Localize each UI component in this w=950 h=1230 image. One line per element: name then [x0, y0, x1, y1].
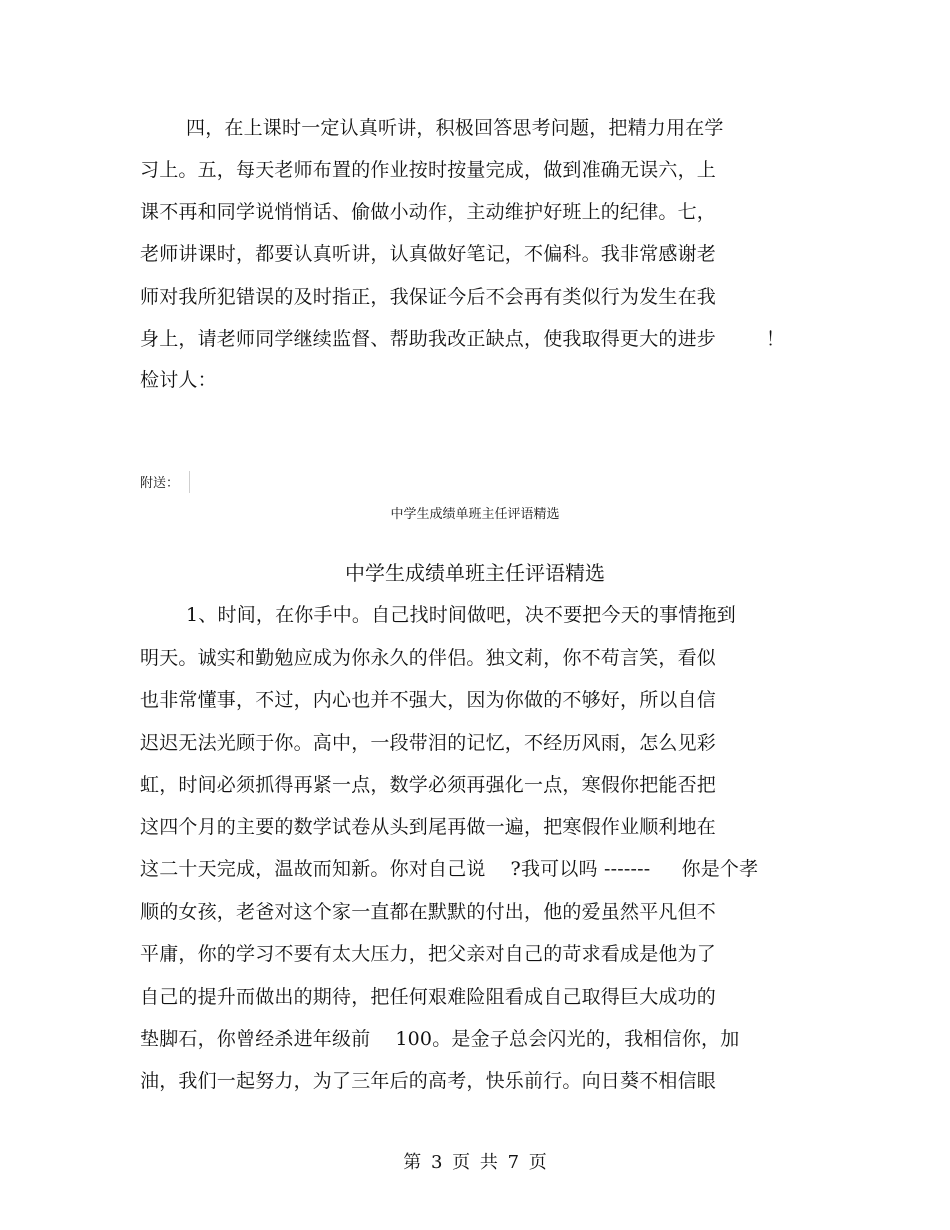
paragraph-line: 虹，时间必须抓得再紧一点，数学必须再强化一点，寒假你把能否把	[140, 774, 717, 796]
signature-label: 检讨人：	[140, 369, 217, 391]
paragraph-line: 明天。诚实和勤勉应成为你永久的伴侣。独文莉，你不苟言笑，看似	[140, 647, 717, 669]
attachment-subheading: 中学生成绩单班主任评语精选	[390, 507, 560, 522]
paragraph-line: 垫脚石，你曾经杀进年级前 100。是金子总会闪光的，我相信你，加	[140, 1028, 740, 1050]
paragraph-line: 四，在上课时一定认真听讲，积极回答思考问题，把精力用在学	[186, 117, 724, 139]
paragraph-line: 迟迟无法光顾于你。高中，一段带泪的记忆，不经历风雨，怎么见彩	[140, 732, 717, 754]
paragraph-line: 习上。五，每天老师布置的作业按时按量完成，做到准确无误六，上	[140, 159, 717, 181]
paragraph-line: 平庸，你的学习不要有太大压力，把父亲对自己的苛求看成是他为了	[140, 943, 717, 965]
paragraph-line: 自己的提升而做出的期待，把任何艰难险阻看成自己取得巨大成功的	[140, 986, 717, 1008]
paragraph-line: 课不再和同学说悄悄话、偷做小动作，主动维护好班上的纪律。七，	[140, 201, 717, 223]
attachment-label: 附送：	[140, 476, 180, 491]
paragraph-line: 师对我所犯错误的及时指正，我保证今后不会再有类似行为发生在我	[140, 286, 717, 308]
page-footer: 第 3 页 共 7 页	[403, 1152, 547, 1173]
paragraph-line: 老师讲课时，都要认真听讲，认真做好笔记，不偏科。我非常感谢老	[140, 243, 717, 265]
paragraph-line: 也非常懂事，不过，内心也并不强大，因为你做的不够好，所以自信	[140, 689, 717, 711]
attachment-divider	[189, 471, 190, 493]
section-heading: 中学生成绩单班主任评语精选	[345, 561, 605, 585]
paragraph-line: 顺的女孩，老爸对这个家一直都在默默的付出，他的爱虽然平凡但不	[140, 901, 717, 923]
paragraph-line: 1、时间，在你手中。自己找时间做吧，决不要把今天的事情拖到	[186, 604, 736, 626]
paragraph-line: 身上，请老师同学继续监督、帮助我改正缺点，使我取得更大的进步 ！	[140, 328, 786, 350]
paragraph-line: 这二十天完成，温故而知新。你对自己说 ?我可以吗 ------- 你是个孝	[140, 858, 759, 880]
paragraph-line: 这四个月的主要的数学试卷从头到尾再做一遍，把寒假作业顺利地在	[140, 816, 717, 838]
paragraph-line: 油，我们一起努力，为了三年后的高考，快乐前行。向日葵不相信眼	[140, 1070, 717, 1092]
